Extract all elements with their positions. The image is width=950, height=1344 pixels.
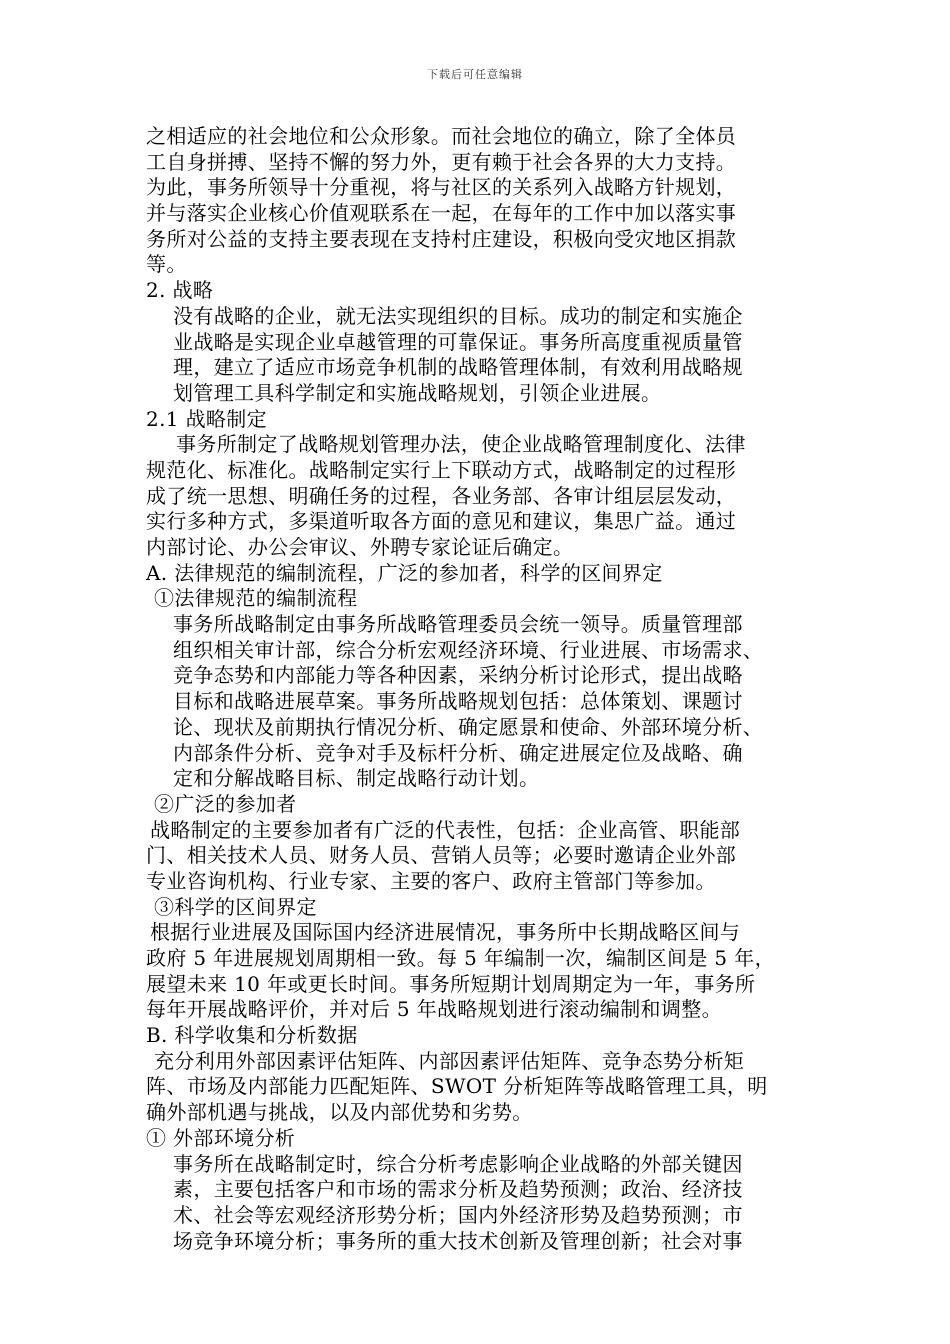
text-line: 每年开展战略评价，并对后 5 年战略规划进行滚动编制和调整。 xyxy=(146,997,722,1022)
text-line: 组织相关审计部，综合分析宏观经济环境、行业进展、市场需求、 xyxy=(173,637,764,662)
text-line: 专业咨询机构、行业专家、主要的客户、政府主管部门等参加。 xyxy=(146,868,716,893)
text-line: 事务所在战略制定时，综合分析考虑影响企业战略的外部关键因 xyxy=(173,1151,743,1176)
text-line: 政府 5 年进展规划周期相一致。每 5 年编制一次，编制区间是 5 年， xyxy=(146,946,775,970)
text-line: 业战略是实现企业卓越管理的可靠保证。事务所高度重视质量管 xyxy=(173,329,743,354)
text-line: 素，主要包括客户和市场的需求分析及趋势预测；政治、经济技 xyxy=(173,1177,743,1202)
text-line: 等。 xyxy=(146,252,187,277)
text-line: 没有战略的企业，就无法实现组织的目标。成功的制定和实施企 xyxy=(173,303,743,328)
text-line: 内部条件分析、竞争对手及标杆分析、确定进展定位及战略、确 xyxy=(173,740,743,765)
text-line: 场竞争环境分析；事务所的重大技术创新及管理创新；社会对事 xyxy=(173,1228,743,1253)
text-line: 事务所制定了战略规划管理办法，使企业战略管理制度化、法律 xyxy=(176,432,746,457)
text-line: 内部讨论、办公会审议、外聘专家论证后确定。 xyxy=(146,535,574,559)
text-line: 竞争态势和内部能力等各种因素，采纳分析讨论形式，提出战略 xyxy=(173,663,743,688)
text-line: 成了统一思想、明确任务的过程，各业务部、各审计组层层发动， xyxy=(146,483,737,508)
text-line: ②广泛的参加者 xyxy=(154,791,297,816)
text-line: 确外部机遇与挑战，以及内部优势和劣势。 xyxy=(146,1100,533,1125)
text-line: 理，建立了适应市场竞争机制的战略管理体制，有效利用战略规 xyxy=(173,355,743,380)
text-line: 划管理工具科学制定和实施战略规划，引领企业进展。 xyxy=(173,380,662,405)
text-line: 务所对公益的支持主要表现在支持村庄建设，积极向受灾地区捐款 xyxy=(146,226,737,251)
page-header-watermark: 下载后可任意编辑 xyxy=(427,68,523,81)
text-line: 事务所战略制定由事务所战略管理委员会统一领导。质量管理部 xyxy=(173,612,743,637)
text-line: ① 外部环境分析 xyxy=(146,1125,296,1150)
text-line: 实行多种方式，多渠道听取各方面的意见和建议，集思广益。通过 xyxy=(146,509,737,534)
text-line: 根据行业进展及国际国内经济进展情况，事务所中长期战略区间与 xyxy=(150,920,741,945)
text-line: 工自身拼搏、坚持不懈的努力外，更有赖于社会各界的大力支持。 xyxy=(146,149,737,174)
text-line: 为此，事务所领导十分重视，将与社区的关系列入战略方针规划， xyxy=(146,175,737,200)
text-line: ①法律规范的编制流程 xyxy=(154,586,358,611)
text-line: 阵、市场及内部能力匹配矩阵、SWOT 分析矩阵等战略管理工具，明 xyxy=(146,1074,768,1099)
text-line: 之相适应的社会地位和公众形象。而社会地位的确立，除了全体员 xyxy=(146,124,737,148)
text-line: 展望未来 10 年或更长时间。事务所短期计划周期定为一年，事务所 xyxy=(146,971,756,996)
text-line: 并与落实企业核心价值观联系在一起，在每年的工作中加以落实事 xyxy=(146,201,737,226)
text-line: ③科学的区间界定 xyxy=(154,894,317,919)
text-line: 规范化、标准化。战略制定实行上下联动方式，战略制定的过程形 xyxy=(146,457,737,482)
text-line: B. 科学收集和分析数据 xyxy=(146,1023,358,1048)
document-body xyxy=(146,124,806,1254)
text-line: 术、社会等宏观经济形势分析；国内外经济形势及趋势预测；市 xyxy=(173,1202,743,1227)
text-line: 战略制定的主要参加者有广泛的代表性，包括：企业高管、职能部 xyxy=(150,817,741,842)
text-line: 2. 战略 xyxy=(146,278,214,303)
text-line: 充分利用外部因素评估矩阵、内部因素评估矩阵、竞争态势分析矩 xyxy=(154,1048,745,1073)
text-line: 2.1 战略制定 xyxy=(146,406,267,431)
text-line: A. 法律规范的编制流程，广泛的参加者，科学的区间界定 xyxy=(146,560,663,585)
text-line: 论、现状及前期执行情况分析、确定愿景和使命、外部环境分析、 xyxy=(173,714,764,739)
text-line: 目标和战略进展草案。事务所战略规划包括：总体策划、课题讨 xyxy=(173,689,743,714)
text-line: 定和分解战略目标、制定战略行动计划。 xyxy=(173,766,540,791)
text-line: 门、相关技术人员、财务人员、营销人员等；必要时邀请企业外部 xyxy=(146,843,737,868)
